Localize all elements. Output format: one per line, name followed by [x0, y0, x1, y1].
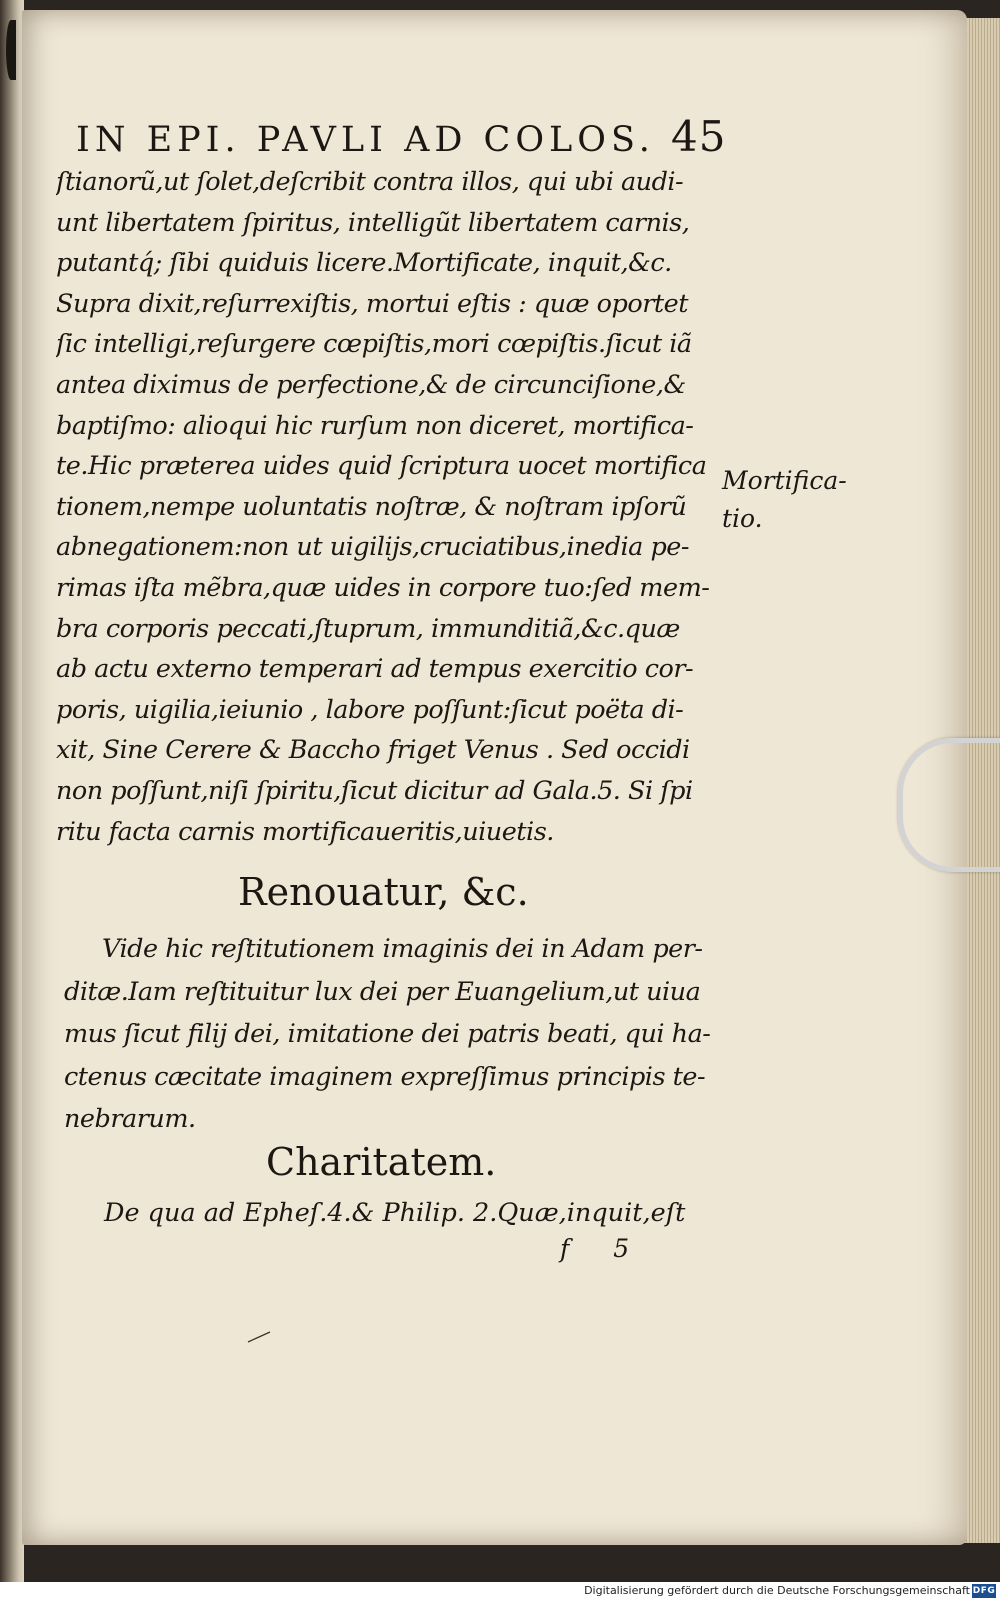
text-line: Supra dixit,reſurrexiſtis, mortui eſtis : quæ oportet [56, 288, 688, 319]
previous-page-edge [0, 0, 24, 1582]
text-line: ctenus cæcitate imaginem expreſſimus principis te- [64, 1061, 706, 1092]
marginal-note-line: tio. [722, 504, 763, 533]
book-clasp [898, 738, 1000, 872]
text-line: xit, Sine Cerere & Baccho friget Venus . Sed occidi [56, 735, 690, 766]
funding-credit: Digitalisierung gefördert durch die Deutsche Forschungsgemeinschaft [584, 1584, 970, 1597]
text-line: tionem,nempe uoluntatis noſtræ, & noſtram ipſorũ [56, 491, 687, 522]
charitatem-paragraph: De qua ad Epheſ.4.& Philip. 2.Quæ,inquit,eſt [104, 1198, 686, 1228]
text-line: putantq́; ſibi quiduis licere.Mortificate, inquit,&c. [56, 248, 672, 279]
text-line: unt libertatem ſpiritus, intelligũt libertatem carnis, [56, 207, 690, 238]
text-line: Vide hic reſtitutionem imaginis dei in Adam per- [102, 934, 703, 964]
text-line: rimas iſta mẽbra,quæ uides in corpore tuo:ſed mem- [56, 572, 710, 603]
renouatur-paragraph [64, 928, 724, 1141]
text-line: ritu facta carnis mortificaueritis,uiuetis. [56, 816, 554, 847]
text-line: te.Hic præterea uides quid ſcriptura uocet mortifica [56, 451, 707, 482]
dfg-logo-icon: DFG [972, 1586, 996, 1596]
text-line: abnegationem:non ut uigilijs,cruciatibus,inedia pe- [56, 532, 690, 563]
text-line: mus ſicut filij dei, imitatione dei patris beati, qui ha- [64, 1019, 711, 1049]
text-line: nebrarum. [64, 1104, 196, 1134]
running-head-title: IN EPI. PAVLI AD COLOS. [76, 120, 655, 160]
text-line: bra corporis peccati,ſtuprum, immunditiã,&c.quæ [56, 613, 680, 644]
pen-stroke-mark [246, 1330, 272, 1344]
section-heading-charitatem: Charitatem. [266, 1140, 497, 1184]
marginal-note-line: Mortifica- [722, 466, 847, 495]
marginal-note [722, 462, 862, 538]
running-head [76, 112, 727, 164]
text-line: ſic intelligi,reſurgere cœpiſtis,mori cœpiſtis.ſicut iã [56, 329, 692, 360]
text-line: ditæ.Iam reſtituitur lux dei per Euangelium,ut uiua [64, 976, 701, 1007]
text-line: ab actu externo temperari ad tempus exercitio cor- [56, 654, 694, 685]
text-line: baptiſmo: alioqui hic rurſum non diceret, mortifica- [56, 410, 694, 441]
text-line: ſtianorũ,ut ſolet,deſcribit contra illos, qui ubi audi- [56, 167, 684, 197]
signature-mark: f 5 [560, 1234, 648, 1263]
text-line: non poſſunt,niſi ſpiritu,ſicut dicitur ad Gala.5. Si ſpi [56, 775, 693, 806]
text-line: poris, uigilia,ieiunio , labore poſſunt:ſicut poëta di- [56, 694, 684, 725]
main-paragraph [56, 162, 721, 852]
section-heading-renouatur: Renouatur, &c. [238, 870, 529, 914]
page-number: 45 [670, 112, 727, 161]
text-line: antea diximus de perfectione,& de circunciſione,& [56, 369, 686, 400]
